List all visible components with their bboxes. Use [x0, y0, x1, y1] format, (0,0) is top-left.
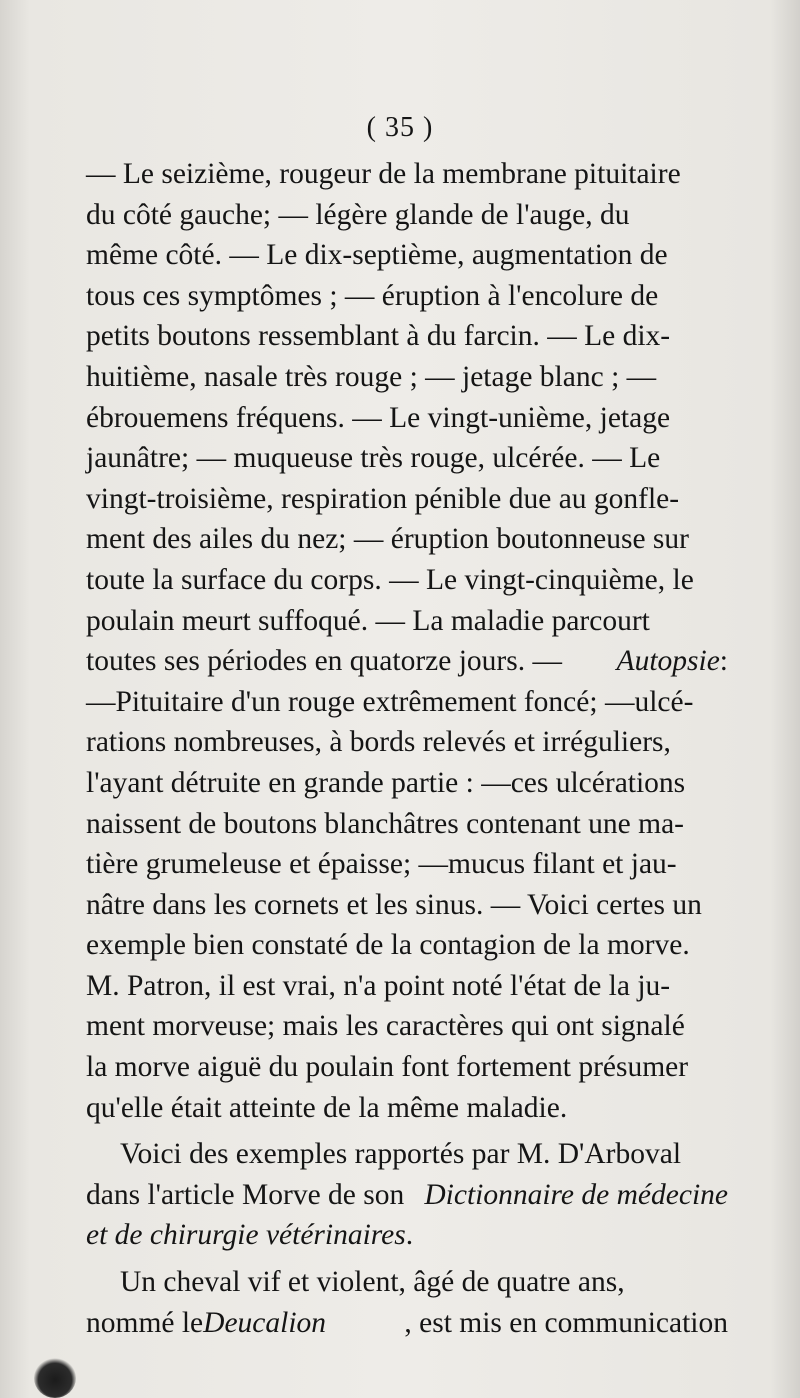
- text-line: [86, 438, 728, 479]
- text-line: [86, 804, 728, 845]
- line-text: [86, 1303, 326, 1344]
- line-text: Voici des exemples rapportés par M. D'Arboval: [120, 1138, 682, 1171]
- italic-text: et de chirurgie vétérinaires: [86, 1219, 406, 1252]
- line-text: M. Patron, il est vrai, n'a point noté l'état de la ju-: [86, 969, 671, 1002]
- italic-text: Deucalion: [203, 1306, 327, 1339]
- text-line: [86, 1006, 728, 1047]
- page-number: ( 35 ): [366, 112, 434, 143]
- ink-blot: [34, 1358, 76, 1398]
- line-text: huitième, nasale très rouge ; — jetage blanc ; —: [86, 360, 657, 393]
- line-text: — Le seizième, rougeur de la membrane pituitaire: [86, 158, 681, 190]
- line-text: dans l'article Morve de son: [86, 1178, 405, 1211]
- line-text: naissent de boutons blanchâtres contenant une ma-: [86, 807, 685, 840]
- line-text: jaunâtre; — muqueuse très rouge, ulcérée. — Le: [86, 442, 661, 475]
- line-text: l'ayant détruite en grande partie : —ces ulcérations: [86, 766, 686, 799]
- line-text: vingt-troisième, respiration pénible due au gonfle-: [86, 482, 680, 515]
- line-text: tous ces symptômes ; — éruption à l'encolure de: [86, 279, 659, 312]
- line-text: —Pituitaire d'un rouge extrêmement foncé; —ulcé-: [86, 685, 694, 718]
- line-text: même côté. — Le dix-septième, augmentation de: [86, 239, 668, 272]
- line-text: poulain meurt suffoqué. — La maladie parcourt: [86, 604, 650, 637]
- italic-text: Dictionnaire de médecine: [424, 1178, 728, 1211]
- text-line: [86, 560, 728, 601]
- line-text: du côté gauche; — légère glande de l'auge, du: [86, 198, 630, 231]
- text-line: [86, 966, 728, 1007]
- text-line: [86, 763, 728, 804]
- text-line: [86, 1303, 728, 1344]
- line-text: nâtre dans les cornets et les sinus. — Voici certes un: [86, 888, 702, 921]
- line-text: ment morveuse; mais les caractères qui ont signalé: [86, 1010, 685, 1043]
- line-text: ment des ailes du nez; — éruption boutonneuse sur: [86, 523, 689, 556]
- line-text: ébrouemens fréquens. — Le vingt-unième, jetage: [86, 401, 671, 434]
- line-text: nommé le: [86, 1306, 204, 1339]
- text-line: [86, 1134, 728, 1175]
- text-line: [86, 1047, 728, 1088]
- text-line: [86, 925, 728, 966]
- line-text: Un cheval vif et violent, âgé de quatre ans,: [120, 1266, 625, 1299]
- line-text: , est mis en communication: [404, 1306, 728, 1339]
- text-line: [86, 641, 728, 682]
- text-line: [86, 844, 728, 885]
- text-line: [86, 885, 728, 926]
- text-line: [86, 519, 728, 560]
- text-line: [86, 154, 728, 195]
- text-line: [86, 316, 728, 357]
- page-body-text: [86, 154, 728, 1343]
- line-text: tière grumeleuse et épaisse; —mucus filant et jau-: [86, 848, 677, 881]
- line-text: exemple bien constaté de la contagion de la morve.: [86, 929, 690, 962]
- text-line: [86, 1262, 728, 1303]
- line-text: rations nombreuses, à bords relevés et irréguliers,: [86, 726, 671, 759]
- text-line: [86, 195, 728, 236]
- text-line: [86, 398, 728, 439]
- line-text: la morve aiguë du poulain font fortement présumer: [86, 1051, 689, 1084]
- italic-text: Autopsie: [616, 645, 720, 678]
- text-line: [86, 601, 728, 642]
- text-line: [86, 235, 728, 276]
- autopsie-heading: [617, 641, 728, 682]
- text-line: [86, 722, 728, 763]
- text-line: [86, 357, 728, 398]
- line-text: toute la surface du corps. — Le vingt-cinquième, le: [86, 563, 694, 596]
- text-line: [86, 276, 728, 317]
- text-line: [86, 682, 728, 723]
- text-line: [86, 1175, 728, 1216]
- line-text: petits boutons ressemblant à du farcin. — Le dix-: [86, 320, 671, 353]
- text-line: [86, 479, 728, 520]
- text-line: [86, 1215, 728, 1256]
- text-line: [86, 1088, 728, 1129]
- line-text: qu'elle était atteinte de la même maladie.: [86, 1091, 568, 1124]
- line-text: :: [719, 645, 728, 678]
- line-text: .: [405, 1219, 414, 1252]
- line-text: toutes ses périodes en quatorze jours. —: [86, 645, 562, 678]
